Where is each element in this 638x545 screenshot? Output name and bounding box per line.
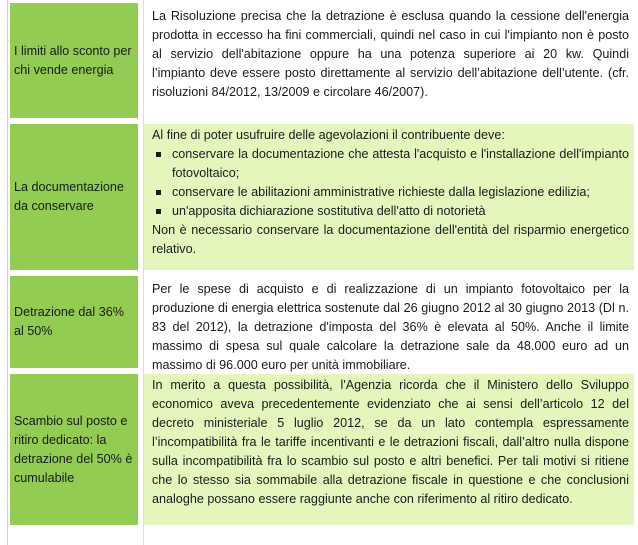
list-item-text: un'apposita dichiarazione sostitutiva dell'atto di notorietà [172, 204, 486, 218]
row-content-text: In merito a questa possibilità, l'Agenzia ricorda che il Ministero dello Sviluppo economico aveva precedentemente evidenziato che ai sensi dell’articolo 12 del decreto ministeriale 5 luglio 2012, se da un lato contempla espressamente l’incompatibilità fra le tariffe incentivanti e le detrazioni fiscali, dall’altro nulla dispone sulla incompatibilità fra lo scambio sul posto e altri benefici. Per tali motivi si ritiene che lo stesso sia sommabile alla detrazione fiscale in questione e che conclusioni analoghe possano essere raggiunte anche con riferimento al ritiro dedicato. [152, 378, 629, 506]
list-item [152, 202, 629, 221]
row-content-text: La Risoluzione precisa che la detrazione è esclusa quando la cessione dell'energia prodotta in eccesso ha fini commerciali, quindi nel caso in cui l'impianto non è posto al servizio dell'abitazione oppure ha una potenza superiore ai 20 kw. Quindi l’impianto deve essere posto direttamente al servizio dell’abitazione dell’utente. (cfr. risoluzioni 84/2012, 13/2009 e circolare 46/2007). [152, 9, 629, 99]
list-item-text: conservare le abilitazioni amministrative richieste dalla legislazione edilizia; [172, 185, 590, 199]
row-content [144, 124, 634, 270]
list-item [152, 145, 629, 183]
row-label-text: I limiti allo sconto per chi vende energia [14, 43, 132, 77]
bullet-icon [156, 209, 161, 214]
list-item-text: conservare la documentazione che attesta l'acquisto e l'installazione dell'impianto fotovoltaico; [172, 147, 629, 180]
bullet-icon [156, 190, 161, 195]
row-label-text: Scambio sul posto e ritiro dedicato: la detrazione del 50% è cumulabile [14, 413, 133, 485]
row-outro-text: Non è necessario conservare la documentazione dell'entità del risparmio energetico relativo. [152, 223, 629, 256]
row-label [10, 3, 138, 118]
row-label-text: Detrazione dal 36% al 50% [14, 305, 124, 338]
table-row-limiti [7, 0, 634, 121]
row-content-text: Per le spese di acquisto e di realizzazione di un impianto fotovoltaico per la produzione di energia elettrica sostenute dal 26 giugno 2012 al 30 giugno 2013 (Dl n. 83 del 2012), la detrazione d'imposta del 36% è elevata al 50%. Anche il limite massimo di spesa sul quale calcolare la detrazione sale da 48.000 euro ad un massimo di 96.000 euro per unità immobiliare. [152, 282, 629, 372]
table-row-scambio [7, 371, 634, 528]
row-label-text: La documentazione da conservare [14, 180, 124, 213]
row-content [144, 276, 634, 372]
table-row-documentazione [7, 121, 634, 273]
row-label [10, 276, 138, 368]
row-content [144, 3, 634, 118]
row-label [10, 124, 138, 270]
bullet-icon [156, 152, 161, 157]
row-intro-text: Al fine di poter usufruire delle agevolazioni il contribuente deve: [152, 128, 505, 142]
row-content [144, 374, 634, 525]
list-item [152, 183, 629, 202]
bullet-list [152, 145, 629, 221]
row-label [10, 374, 138, 525]
table-row-detrazione [7, 273, 634, 371]
